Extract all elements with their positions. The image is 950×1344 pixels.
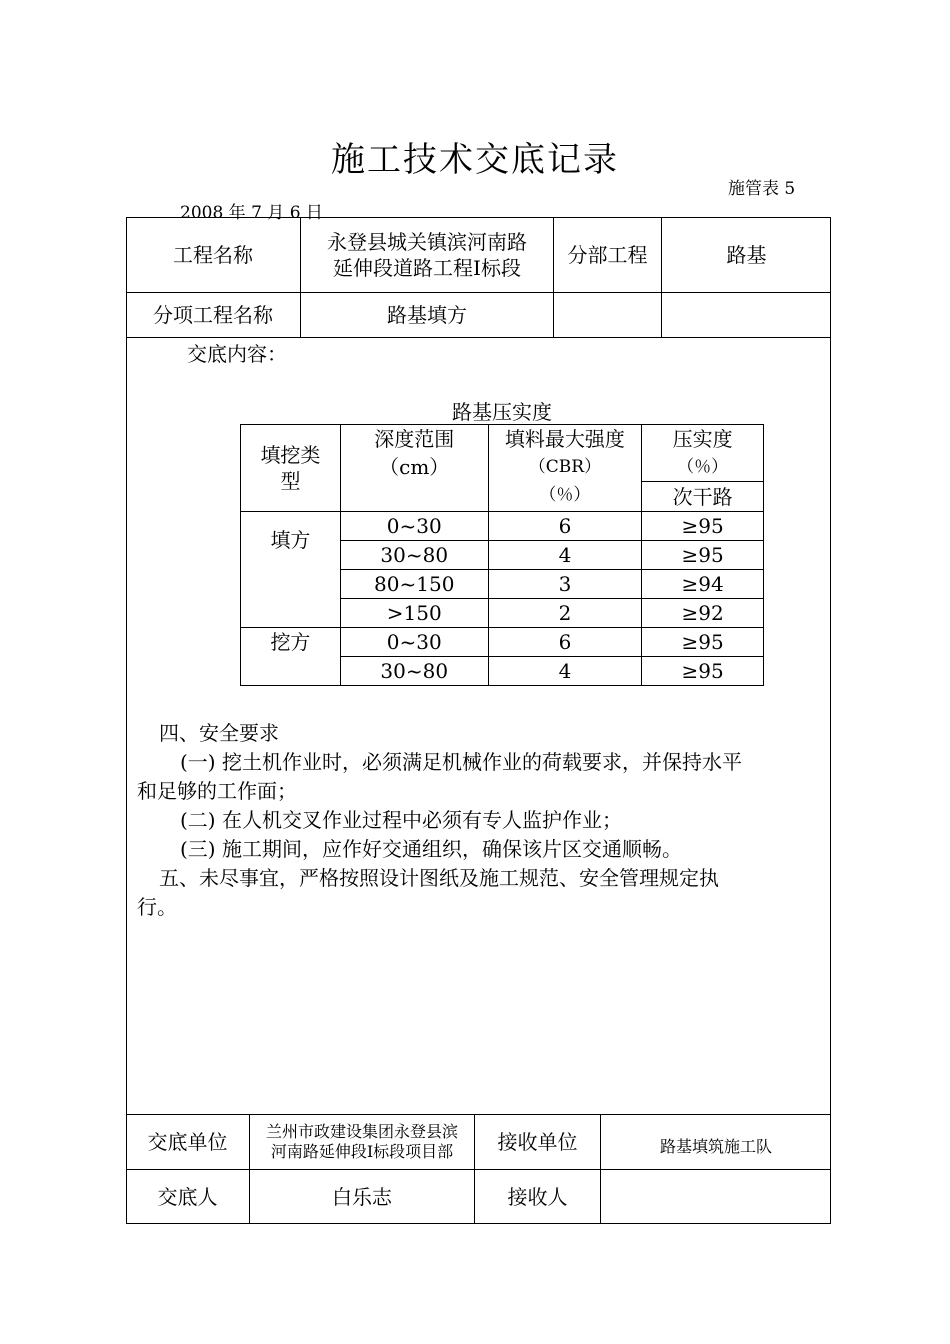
table-row-type: 填方 (241, 512, 341, 628)
receiver-unit-value: 路基填筑施工队 (659, 1137, 772, 1156)
division-label: 分部工程 (567, 243, 648, 267)
receiver-value (601, 1170, 831, 1224)
header-depth: 深度范围 （cm） (340, 425, 488, 512)
issuer-unit-value (250, 1115, 474, 1169)
subitem-value: 路基填方 (387, 303, 467, 327)
project-name-label: 工程名称 (173, 243, 253, 267)
project-name-line: 延伸段道路工程Ⅰ标段 (333, 256, 521, 280)
table-cell-cbr: 4 (488, 657, 642, 686)
issuer-value: 白乐志 (332, 1185, 392, 1209)
table-cell-depth: >150 (340, 599, 488, 628)
table-cell-compaction: ≥92 (642, 599, 764, 628)
form-number: 施管表 5 (728, 179, 796, 199)
table-cell-compaction: ≥94 (642, 570, 764, 599)
table-cell-compaction: ≥95 (642, 512, 764, 541)
table-cell-depth: 0~30 (340, 512, 488, 541)
safety-heading: 四、安全要求 (159, 721, 279, 745)
record-date: 2008 年 7 月 6 日 (180, 203, 323, 223)
table-cell-depth: 30~80 (340, 657, 488, 686)
table-cell-cbr: 6 (488, 512, 642, 541)
subitem-label: 分项工程名称 (153, 303, 273, 327)
header-type: 填挖类型 (241, 425, 341, 512)
misc-item: 五、未尽事宜，严格按照设计图纸及施工规范、安全管理规定执 (159, 866, 719, 890)
table-cell-compaction: ≥95 (642, 657, 764, 686)
safety-item-1: (一) 挖土机作业时，必须满足机械作业的荷载要求，并保持水平 (180, 750, 742, 774)
header-road-class: 次干路 (642, 482, 764, 512)
project-name-value (301, 218, 553, 292)
receiver-unit-label: 接收单位 (497, 1130, 578, 1154)
issuer-unit-line: 河南路延伸段Ⅰ标段项目部 (270, 1142, 454, 1161)
table-cell-cbr: 4 (488, 541, 642, 570)
safety-item-3: (三) 施工期间，应作好交通组织，确保该片区交通顺畅。 (180, 837, 682, 861)
page-title: 施工技术交底记录 (331, 140, 619, 180)
content-label: 交底内容： (187, 342, 287, 366)
safety-item-1-cont: 和足够的工作面； (137, 779, 297, 803)
issuer-unit-label: 交底单位 (147, 1130, 228, 1154)
divider (126, 337, 831, 338)
table-caption: 路基压实度 (452, 400, 552, 424)
header-cbr: 填料最大强度 （CBR） （％） (488, 425, 642, 512)
project-name-line: 永登县城关镇滨河南路 (327, 230, 527, 254)
issuer-unit-line: 兰州市政建设集团永登县滨 (265, 1122, 458, 1141)
table-cell-compaction: ≥95 (642, 628, 764, 657)
table-row-type: 挖方 (241, 628, 341, 686)
header-compaction: 压实度 （％） (642, 425, 764, 482)
table-cell-compaction: ≥95 (642, 541, 764, 570)
table-cell-cbr: 6 (488, 628, 642, 657)
table-cell-cbr: 3 (488, 570, 642, 599)
table-cell-depth: 30~80 (340, 541, 488, 570)
receiver-label: 接收人 (507, 1185, 568, 1209)
compaction-table (240, 424, 764, 686)
issuer-label: 交底人 (157, 1185, 218, 1209)
table-cell-depth: 80~150 (340, 570, 488, 599)
table-cell-cbr: 2 (488, 599, 642, 628)
table-cell-depth: 0~30 (340, 628, 488, 657)
misc-item-cont: 行。 (137, 895, 177, 919)
division-value: 路基 (726, 243, 767, 267)
safety-item-2: (二) 在人机交叉作业过程中必须有专人监护作业； (180, 808, 622, 832)
